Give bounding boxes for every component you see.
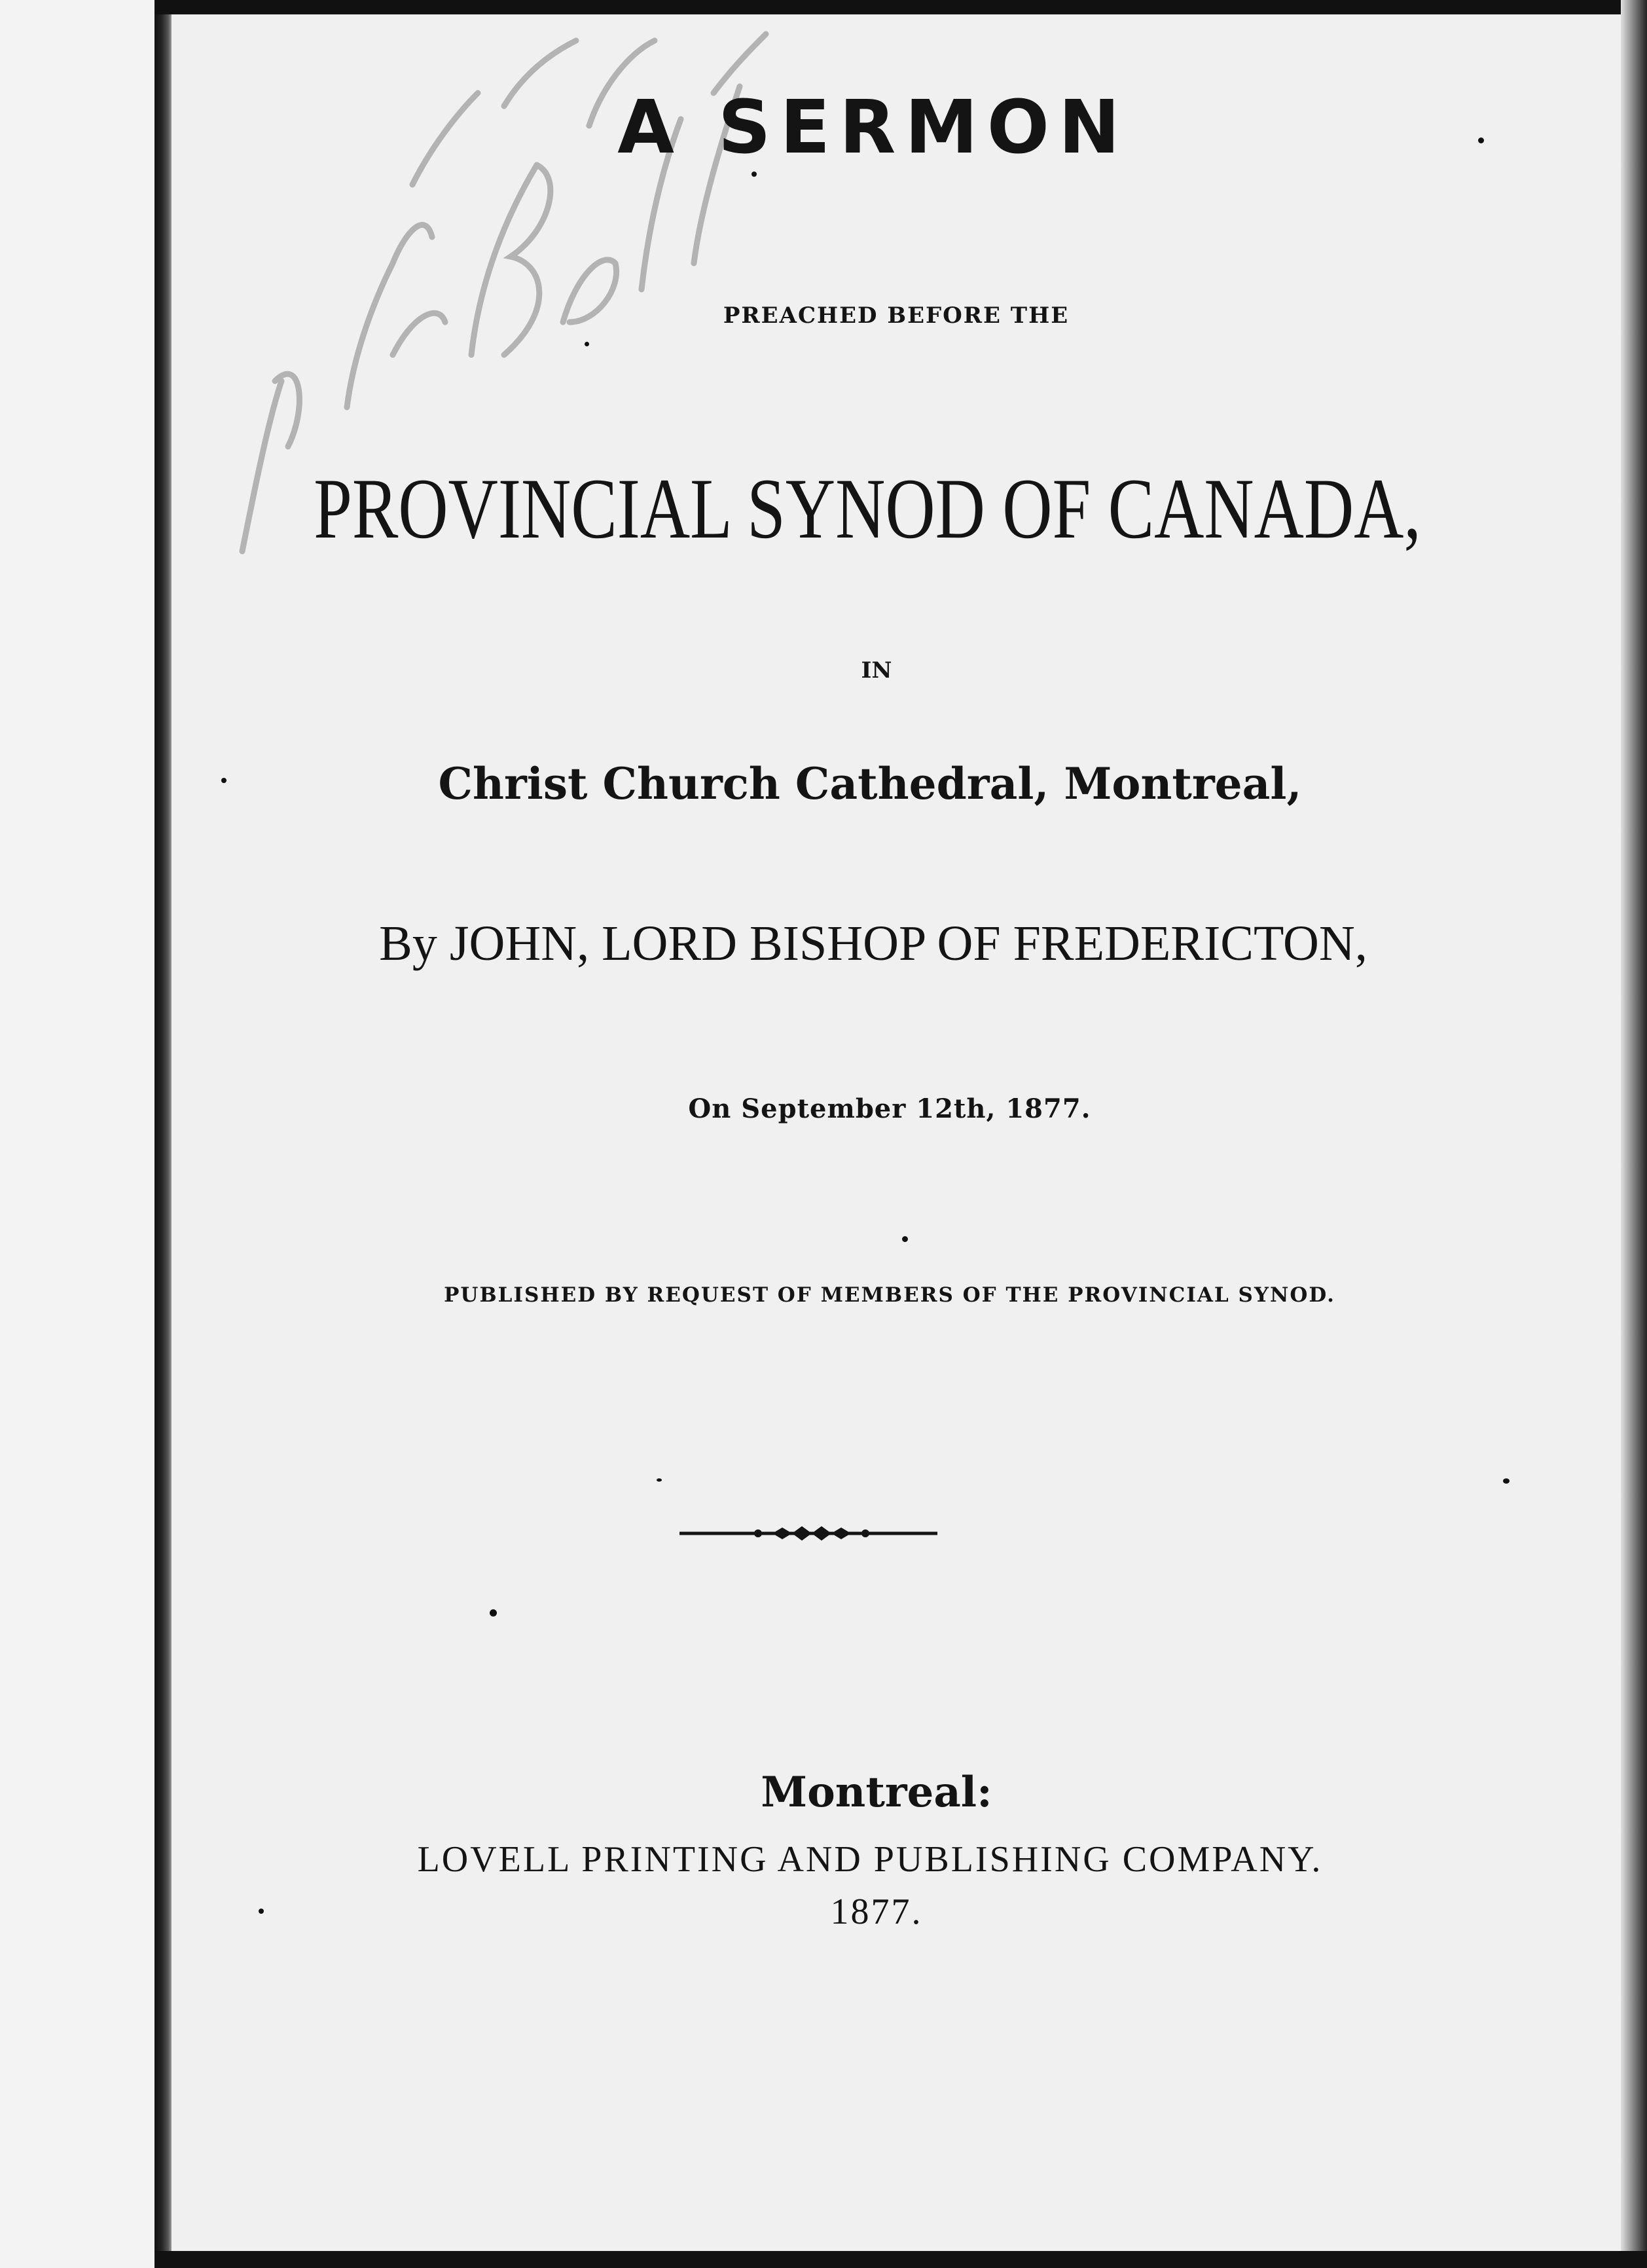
in-line: IN: [861, 657, 892, 684]
publisher-line: LOVELL PRINTING AND PUBLISHING COMPANY.: [417, 1839, 1323, 1880]
sermon-title: A SERMON: [617, 85, 1129, 170]
imprint-city: Montreal:: [761, 1768, 992, 1817]
top-scan-edge: [154, 0, 1647, 14]
scan-speck: [490, 1609, 497, 1617]
scan-speck: [751, 172, 757, 177]
scan-speck: [902, 1236, 908, 1242]
cathedral-line: Christ Church Cathedral, Montreal,: [438, 758, 1302, 809]
published-note: PUBLISHED BY REQUEST OF MEMBERS OF THE PROVINCIAL SYNOD.: [444, 1283, 1335, 1307]
preached-before-line: PREACHED BEFORE THE: [723, 302, 1070, 329]
scan-speck: [585, 342, 589, 346]
synod-heading: PROVINCIAL SYNOD OF CANADA,: [314, 460, 1421, 557]
scan-speck: [259, 1909, 264, 1914]
right-scan-edge: [1621, 0, 1647, 2268]
scan-speck: [657, 1478, 662, 1482]
bottom-scan-edge: [154, 2251, 1647, 2268]
scan-speck: [1478, 137, 1484, 143]
ornamental-rule: [674, 1520, 943, 1546]
author-line: By JOHN, LORD BISHOP OF FREDERICTON,: [379, 916, 1367, 971]
left-margin-strip: [0, 0, 154, 2268]
imprint-year: 1877.: [830, 1892, 923, 1932]
scan-speck: [1503, 1478, 1510, 1484]
scan-speck: [221, 778, 226, 783]
date-line: On September 12th, 1877.: [688, 1093, 1091, 1124]
